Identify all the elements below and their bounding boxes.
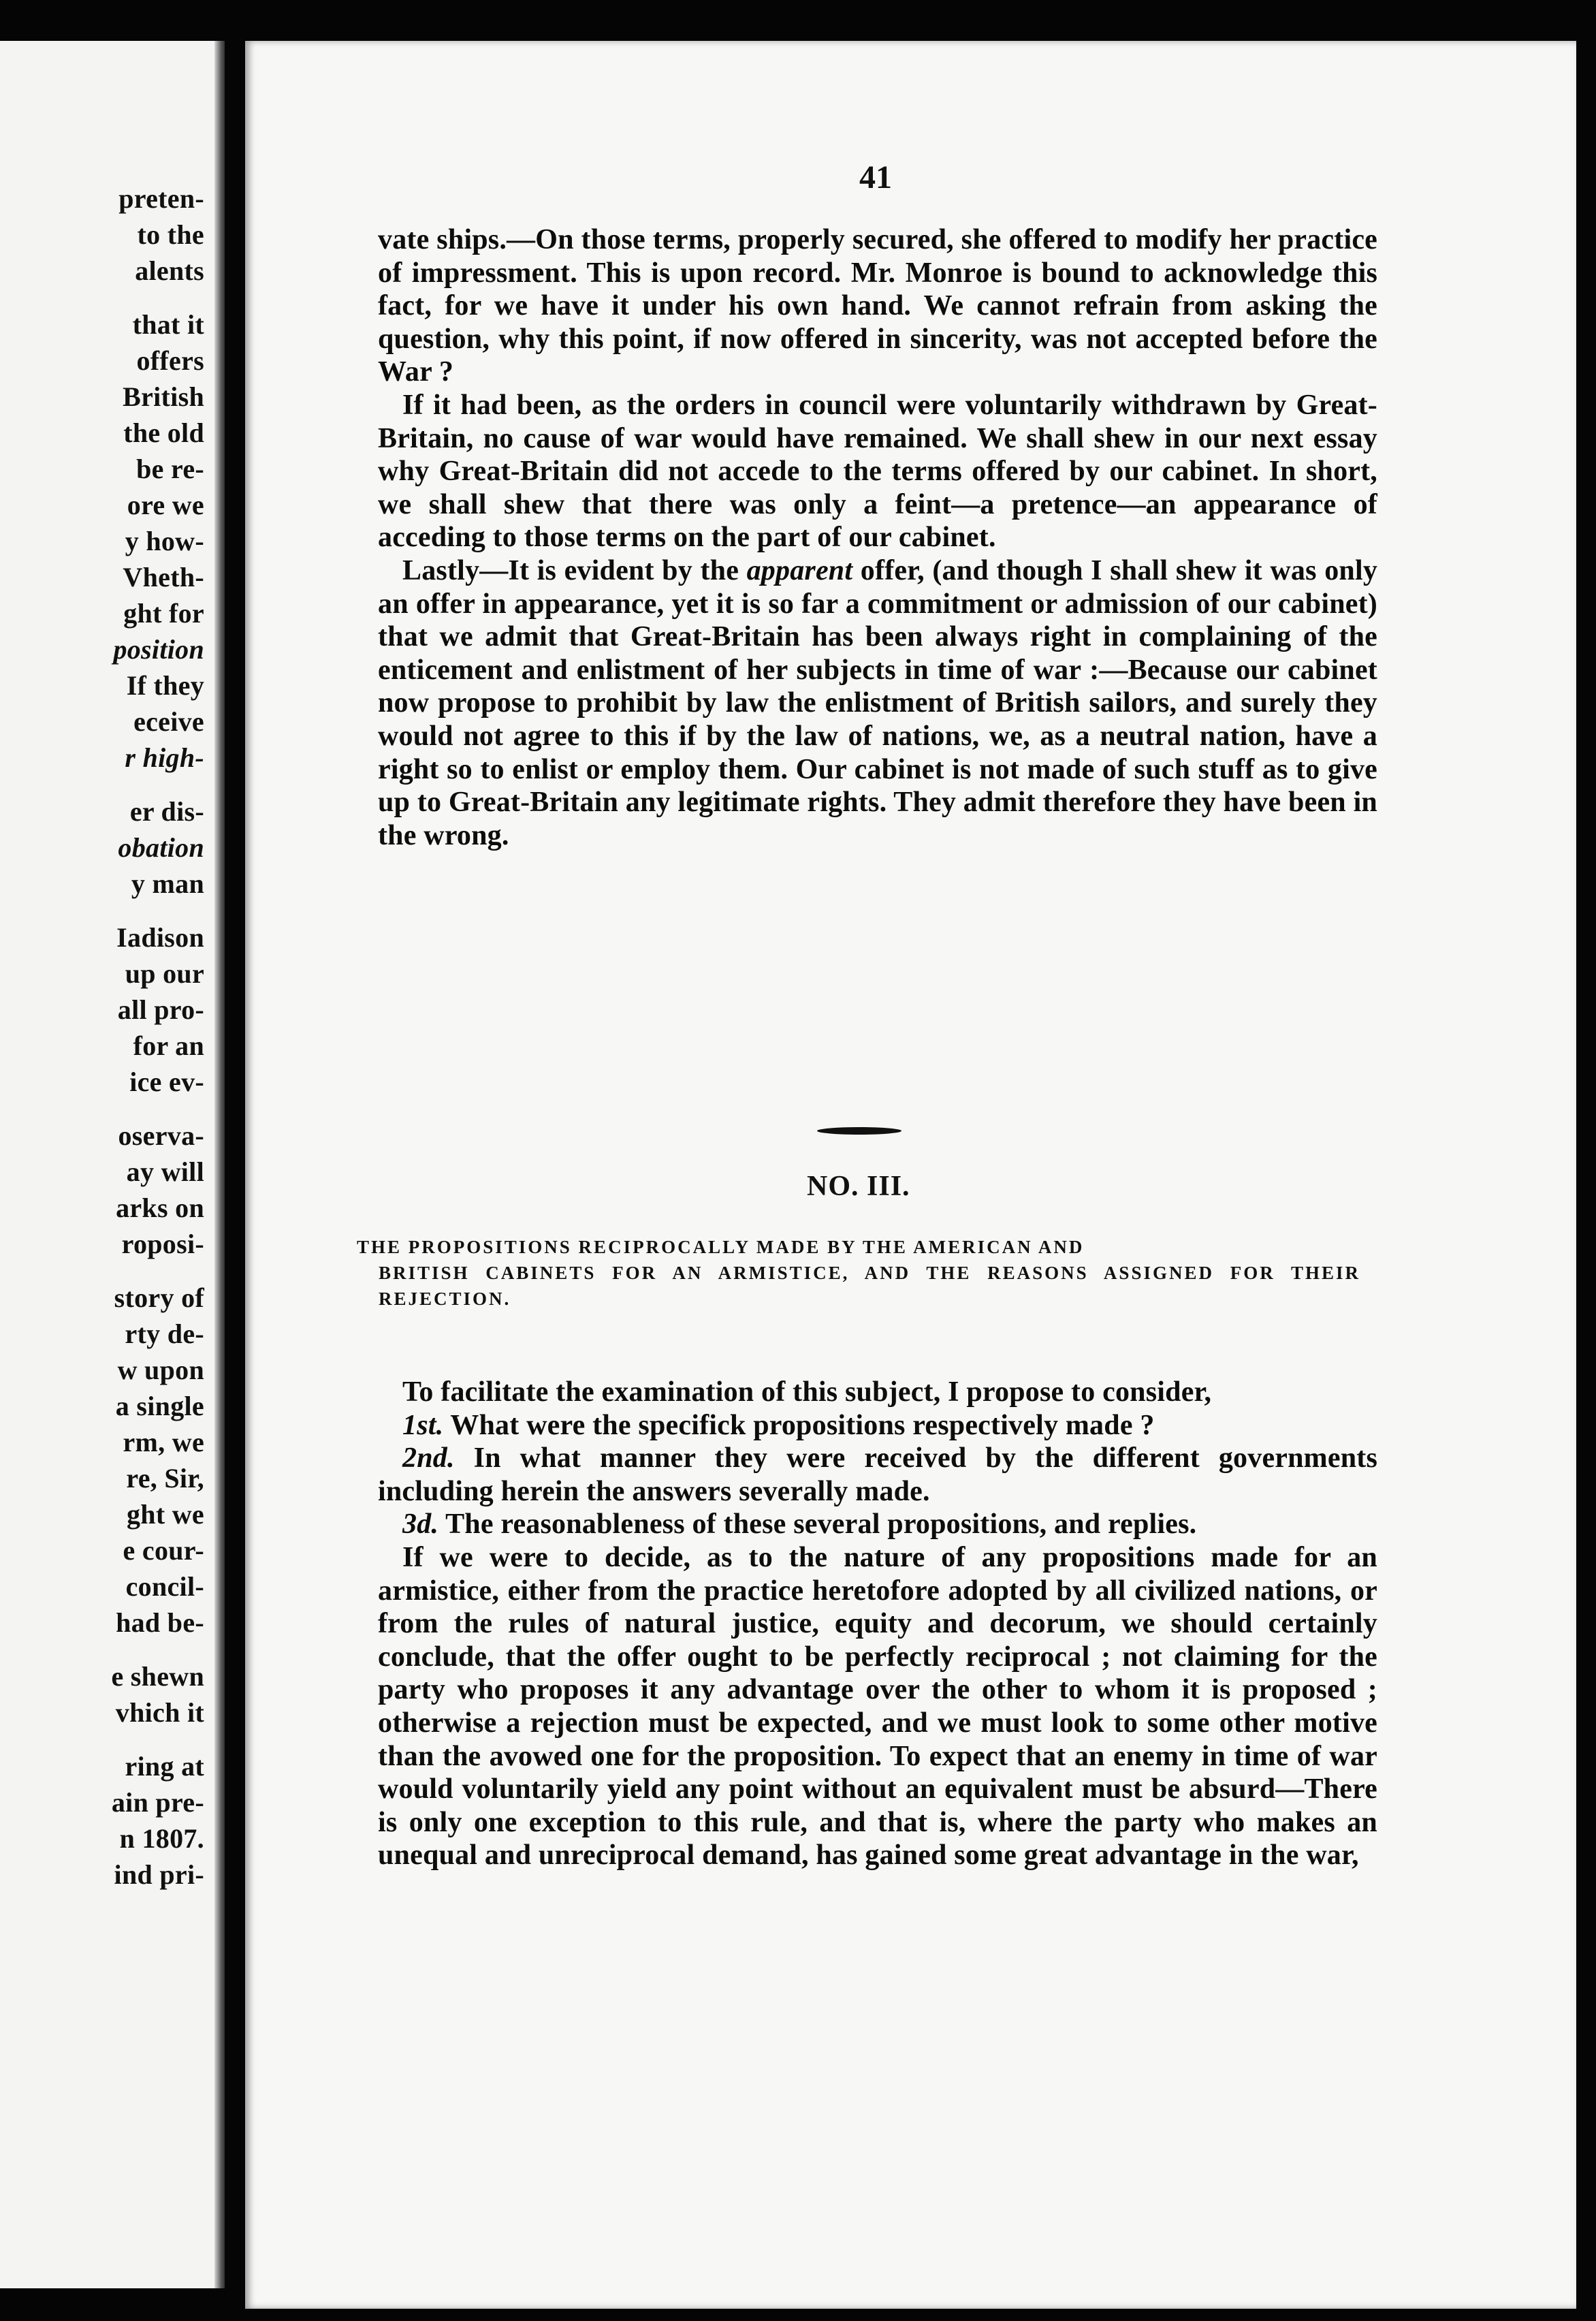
section-title-line: THE PROPOSITIONS RECIPROCALLY MADE BY THE AMERICAN AND xyxy=(357,1237,1085,1257)
page-number: 41 xyxy=(859,159,892,195)
facing-page-line: had be- xyxy=(116,1607,204,1638)
facing-page-line: ght we xyxy=(126,1499,204,1530)
facing-page-line: eceive xyxy=(133,706,204,737)
facing-page-line: e shewn xyxy=(111,1661,204,1692)
facing-page-line: vhich it xyxy=(115,1697,204,1728)
paragraph-continuation: vate ships.—On those terms, properly secured, she offered to modify her practice of impressment. This is upon record. Mr. Monroe is bound to acknowledge this fact, for we have it under his own hand. We cannot refrain from asking the question, why this point, if now offered in sincerity, was not accepted before the War ? xyxy=(378,224,1377,388)
facing-page-line: rm, we xyxy=(123,1427,204,1457)
facing-page-line: ore we xyxy=(127,490,204,520)
facing-page-line: w upon xyxy=(117,1355,204,1385)
book-gutter xyxy=(214,41,225,2288)
facing-page-line: preten- xyxy=(118,183,204,214)
facing-page-line: y man xyxy=(131,868,204,899)
facing-page-line: offers xyxy=(136,345,204,376)
facing-page-line: to the xyxy=(137,219,204,250)
facing-page-line: alents xyxy=(135,255,204,286)
facing-page-line: ay will xyxy=(126,1156,204,1187)
facing-page-line: re, Sir, xyxy=(126,1463,204,1494)
facing-page-line: position xyxy=(113,634,204,665)
facing-page-line: Iadison xyxy=(116,922,204,953)
facing-page-line: for an xyxy=(133,1030,204,1061)
paragraph-lastly: Lastly—It is evident by the apparent offer, (and though I shall shew it was only an offer in appearance, yet it is so far a commitment or admission of our cabinet) that we admit that Great-Britain has been always right in complaining of the enticement and enlistment of her subjects in time of war :—Because our cabinet now propose to prohibit by law the enlistment of British sailors, and surely they would not agree to this if by the law of nations, we, as a neutral nation, have a right so to enlist or employ them. Our cabinet is not made of such stuff as to give up to Great-Britain any legitimate rights. They admit therefore they have been in the wrong. xyxy=(378,554,1378,851)
facing-page-line: Vheth- xyxy=(123,562,204,593)
facing-page-line: ice ev- xyxy=(129,1067,204,1097)
paragraph-final: If we were to decide, as to the nature of any propositions made for an armistice, either from the practice heretofore adopted by all civilized nations, or from the rules of natural justice, equity and decorum, we should certainly conclude, that the offer ought to be perfectly reciprocal ; not claiming for the party who proposes it any advantage over the other to whom it is proposed ; otherwise a rejection must be expected, and we must look to some other motive than the avowed one for the proposition. To expect that an enemy in time of war would voluntarily yield any point without an equivalent must be absurd—There is only one exception to this rule, and that is, where the party who makes an unequal and unreciprocal demand, has gained some great advantage in the war, xyxy=(378,1541,1377,1872)
facing-page-line: ind pri- xyxy=(114,1859,204,1890)
facing-page-line: all pro- xyxy=(117,994,204,1025)
facing-page-line: r high- xyxy=(125,742,204,773)
facing-page-line: er dis- xyxy=(129,796,204,827)
facing-page-line: ain pre- xyxy=(111,1787,204,1818)
facing-page-line: obation xyxy=(118,832,204,863)
facing-page-line: up our xyxy=(125,958,204,989)
facing-page-line: oserva- xyxy=(118,1120,204,1151)
facing-page-fragment xyxy=(0,41,225,2288)
facing-page-line: roposi- xyxy=(121,1229,204,1259)
facing-page-text xyxy=(0,180,204,1893)
facing-page-line: that it xyxy=(132,309,204,340)
facing-page-line: e cour- xyxy=(123,1535,204,1566)
section-divider xyxy=(817,1127,901,1135)
facing-page-line: concil- xyxy=(125,1571,204,1602)
section-title xyxy=(357,1234,1360,1312)
text-block-bottom xyxy=(378,1376,1377,1872)
text-block-top xyxy=(378,223,1377,852)
facing-page-line: the old xyxy=(123,417,204,448)
list-item-2: 2nd. In what manner they were received by the different governments including herein the answers severally made. xyxy=(378,1442,1377,1507)
facing-page-line: n 1807. xyxy=(119,1823,204,1854)
section-title-line: BRITISH CABINETS FOR AN ARMISTICE, AND THE REASONS ASSIGNED FOR THEIR REJECTION. xyxy=(379,1263,1360,1309)
list-item-3: 3d. The reasonableness of these several propositions, and replies. xyxy=(402,1509,1197,1541)
facing-page-line: ght for xyxy=(123,598,204,629)
facing-page-line: If they xyxy=(126,670,204,701)
facing-page-line: British xyxy=(123,381,204,412)
facing-page-line: a single xyxy=(115,1391,204,1421)
paragraph: If it had been, as the orders in council were voluntarily withdrawn by Great-Britain, no cause of war would have remained. We shall shew in our next essay why Great-Britain did not accede to the terms offered by our cabinet. In short, we shall shew that there was only a feint—a pretence—an appearance of acceding to those terms on the part of our cabinet. xyxy=(378,389,1377,554)
list-item-1: 1st. What were the specifick propositions respectively made ? xyxy=(402,1409,1155,1441)
facing-page-line: y how- xyxy=(125,526,204,556)
facing-page-line: story of xyxy=(114,1282,204,1313)
paragraph-intro: To facilitate the examination of this subject, I propose to consider, xyxy=(402,1376,1212,1408)
facing-page-line: ring at xyxy=(125,1751,204,1782)
facing-page-line: be re- xyxy=(136,454,204,484)
facing-page-line: rty de- xyxy=(125,1319,204,1349)
facing-page-line: arks on xyxy=(116,1193,204,1223)
section-number: NO. III. xyxy=(807,1171,910,1202)
